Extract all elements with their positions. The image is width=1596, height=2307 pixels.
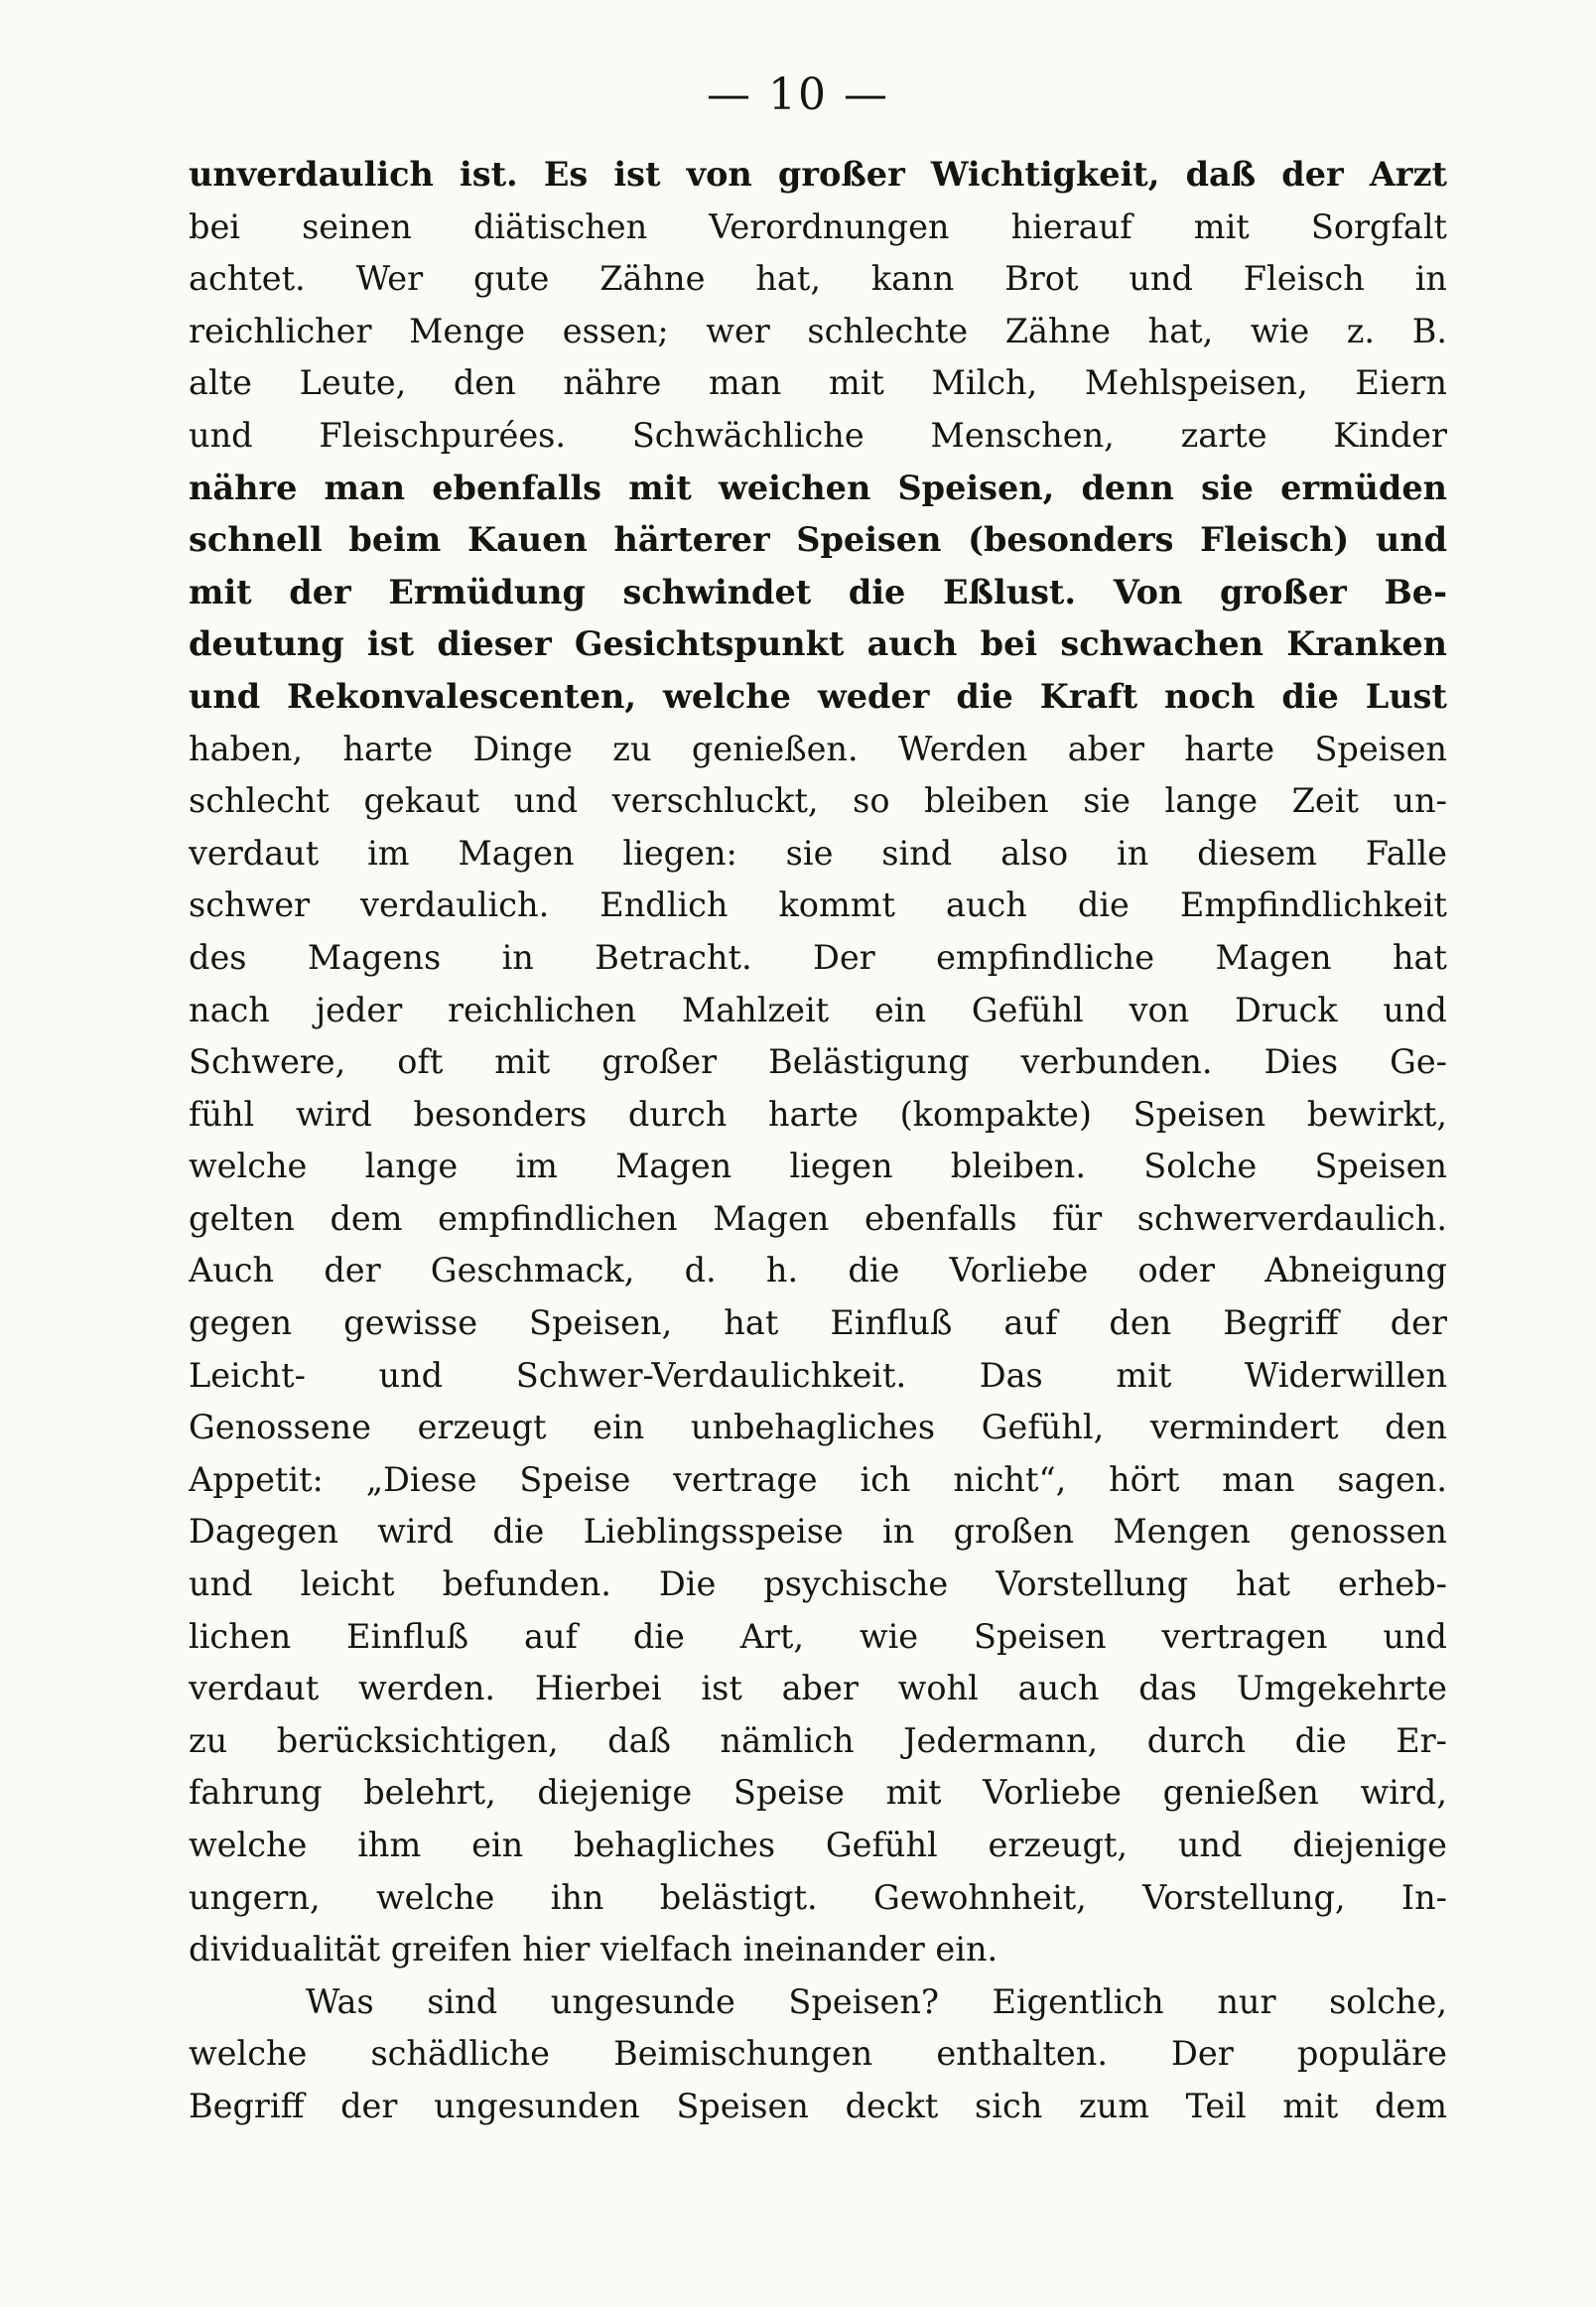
text-line: Schwere, oft mit großer Belästigung verbunden. Dies Ge- — [189, 1042, 1447, 1082]
text-line: welche schädliche Beimischungen enthalten. Der populäre — [189, 2034, 1447, 2074]
text-line: Genossene erzeugt ein unbehagliches Gefühl, vermindert den — [189, 1408, 1447, 1447]
text-line: welche ihm ein behagliches Gefühl erzeugt, und diejenige — [189, 1826, 1447, 1864]
text-line: haben, harte Dinge zu genießen. Werden aber harte Speisen — [189, 729, 1447, 768]
text-line: mit der Ermüdung schwindet die Eßlust. Von großer Be- — [189, 572, 1447, 611]
text-line: verdaut im Magen liegen: sie sind also in diesem Falle — [189, 833, 1447, 873]
text-line: schlecht gekaut und verschluckt, so bleiben sie lange Zeit un- — [189, 781, 1447, 821]
text-line: fühl wird besonders durch harte (kompakte) Speisen bewirkt, — [189, 1094, 1447, 1134]
text-line: nach jeder reichlichen Mahlzeit ein Gefühl von Druck und — [189, 990, 1447, 1029]
text-line: nähre man ebenfalls mit weichen Speisen, denn sie ermüden — [189, 468, 1447, 507]
text-line: schwer verdaulich. Endlich kommt auch die Empfindlichkeit — [189, 885, 1447, 925]
text-line: gegen gewisse Speisen, hat Einfluß auf den Begriff der — [189, 1303, 1447, 1343]
text-line: verdaut werden. Hierbei ist aber wohl auch das Umgekehrte — [189, 1669, 1447, 1708]
text-line: und Fleischpurées. Schwächliche Menschen, zarte Kinder — [189, 415, 1447, 455]
page-number: — 10 — — [707, 69, 889, 120]
text-line: Begriff der ungesunden Speisen deckt sich zum Teil mit dem — [189, 2086, 1447, 2125]
text-line: bei seinen diätischen Verordnungen hierauf mit Sorgfalt — [189, 206, 1447, 246]
text-line: Auch der Geschmack, d. h. die Vorliebe oder Abneigung — [189, 1251, 1447, 1290]
text-line: Dagegen wird die Lieblingsspeise in großen Mengen genossen — [189, 1512, 1447, 1552]
text-line: ungern, welche ihn belästigt. Gewohnheit, Vorstellung, In- — [189, 1877, 1447, 1917]
text-line: deutung ist dieser Gesichtspunkt auch bei schwachen Kranken — [189, 624, 1447, 664]
text-line: alte Leute, den nähre man mit Milch, Mehlspeisen, Eiern — [189, 363, 1447, 403]
text-line: Appetit: „Diese Speise vertrage ich nicht“, hört man sagen. — [189, 1459, 1447, 1499]
text-line: welche lange im Magen liegen bleiben. Solche Speisen — [189, 1147, 1447, 1186]
text-line: fahrung belehrt, diejenige Speise mit Vorliebe genießen wird, — [189, 1773, 1447, 1813]
body-text — [189, 149, 1447, 2133]
paragraph-end-line: dividualität greifen hier vielfach ineinander ein. — [189, 1930, 998, 1969]
text-line: achtet. Wer gute Zähne hat, kann Brot und Fleisch in — [189, 259, 1447, 299]
text-line: schnell beim Kauen härterer Speisen (besonders Fleisch) und — [189, 520, 1447, 560]
text-line: lichen Einfluß auf die Art, wie Speisen vertragen und — [189, 1616, 1447, 1656]
paragraph-start-line: Was sind ungesunde Speisen? Eigentlich nur solche, — [306, 1981, 1447, 2021]
text-line: unverdaulich ist. Es ist von großer Wichtigkeit, daß der Arzt — [189, 155, 1447, 194]
text-line: und leicht befunden. Die psychische Vorstellung hat erheb- — [189, 1564, 1447, 1604]
text-line: und Rekonvalescenten, welche weder die Kraft noch die Lust — [189, 676, 1447, 716]
text-line: gelten dem empfindlichen Magen ebenfalls für schwerverdaulich. — [189, 1198, 1447, 1238]
text-line: zu berücksichtigen, daß nämlich Jedermann, durch die Er- — [189, 1720, 1447, 1760]
text-line: reichlicher Menge essen; wer schlechte Zähne hat, wie z. B. — [189, 311, 1447, 350]
text-line: Leicht- und Schwer-Verdaulichkeit. Das mit Widerwillen — [189, 1355, 1447, 1395]
text-line: des Magens in Betracht. Der empfindliche Magen hat — [189, 937, 1447, 977]
